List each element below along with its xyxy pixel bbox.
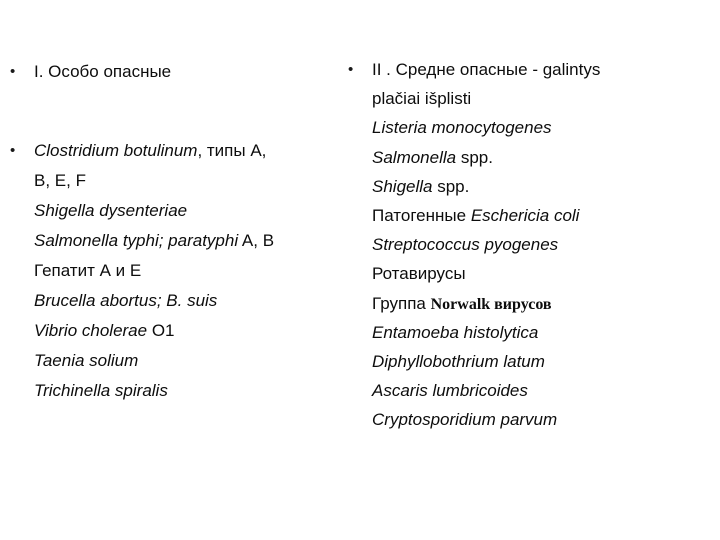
italic-text: Vibrio cholerae — [34, 321, 148, 340]
list-item — [34, 136, 266, 165]
left-heading: I. Особо опасные — [34, 62, 172, 81]
text-segment: Norwalk вирусов — [430, 295, 552, 313]
list-item — [372, 172, 469, 201]
list-item — [372, 143, 493, 172]
italic-text: Shigella — [372, 176, 433, 196]
list-item — [372, 201, 579, 230]
italic-text: Salmonella typhi; paratyphi — [34, 231, 239, 250]
italic-text: Eschericia coli — [470, 206, 580, 225]
list-item — [34, 226, 274, 255]
list-item — [34, 196, 187, 225]
list-item — [372, 347, 545, 376]
text-segment: B, E, F — [34, 171, 86, 190]
italic-text: Clostridium botulinum — [34, 141, 198, 160]
italic-text: Streptococcus pyogenes — [372, 235, 559, 255]
text-segment: spp. — [432, 176, 470, 196]
text-segment: O1 — [147, 321, 175, 340]
italic-text: Taenia solium — [34, 351, 139, 370]
italic-text: Cryptosporidium parvum — [372, 410, 558, 430]
bullet-icon: • — [10, 142, 16, 159]
text-segment: Гепатит А и Е — [34, 261, 142, 280]
italic-text: Listeria monocytogenes — [372, 118, 552, 138]
bullet-icon: • — [10, 63, 16, 80]
list-item — [34, 316, 175, 345]
list-item — [372, 84, 471, 113]
list-item — [372, 230, 558, 259]
italic-text: Entamoeba histolytica — [372, 322, 539, 342]
italic-text: Salmonella — [372, 147, 457, 167]
italic-text: Brucella abortus; B. suis — [34, 291, 218, 310]
list-item — [372, 113, 552, 142]
list-item — [34, 286, 217, 315]
text-segment: plačiai išplisti — [372, 89, 472, 109]
italic-text: Shigella dysenteriae — [34, 201, 188, 220]
list-item — [372, 405, 557, 434]
bullet-icon: • — [348, 61, 354, 78]
list-item — [372, 289, 552, 319]
list-item — [34, 166, 86, 195]
list-item — [372, 259, 466, 288]
text-segment: Группа — [372, 293, 431, 313]
list-item — [34, 376, 168, 405]
text-segment: II . Средне опасные - galintys — [372, 60, 601, 79]
text-segment: , типы А, — [197, 141, 267, 160]
text-segment: A, B — [238, 231, 275, 250]
list-item — [372, 55, 600, 84]
list-item — [34, 256, 141, 285]
text-segment: Ротавирусы — [372, 264, 466, 284]
text-segment: Патогенные — [372, 206, 471, 225]
list-item — [372, 318, 538, 347]
list-item — [34, 346, 138, 375]
italic-text: Ascaris lumbricoides — [372, 381, 528, 401]
list-item — [372, 376, 528, 405]
text-segment: spp. — [456, 147, 493, 167]
italic-text: Diphyllobothrium latum — [372, 352, 545, 371]
italic-text: Trichinella spiralis — [34, 381, 168, 400]
